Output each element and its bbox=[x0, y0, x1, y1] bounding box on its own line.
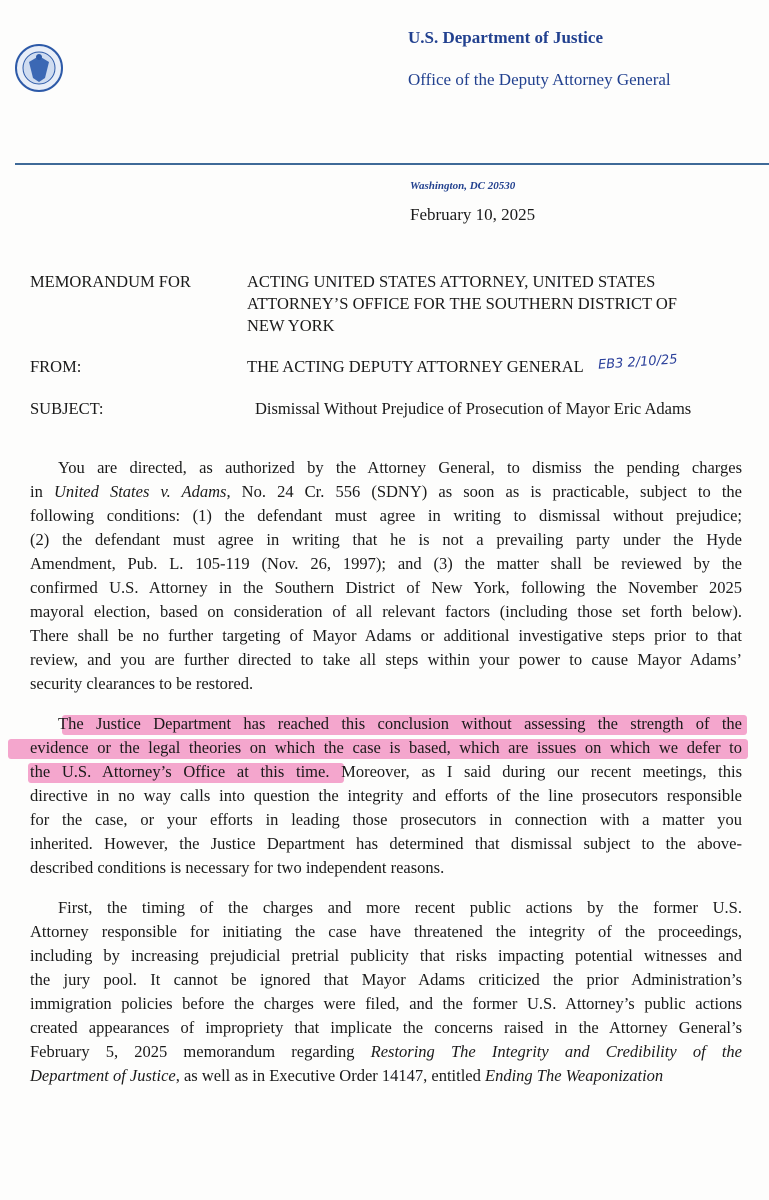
paragraph-1-line bbox=[30, 506, 742, 526]
text-segment: Attorney responsible for initiating the case have threatened the integrity of the proceedings, bbox=[30, 922, 742, 941]
text-segment: directive in no way calls into question the integrity and efforts of the line prosecutors responsible bbox=[30, 786, 742, 805]
office-name: Office of the Deputy Attorney General bbox=[408, 70, 671, 89]
letterhead-divider bbox=[15, 163, 769, 165]
text-segment: for the case, or your efforts in leading those prosecutors in connection with a matter you bbox=[30, 810, 742, 829]
paragraph-2-line bbox=[30, 762, 742, 782]
text-segment: inherited. However, the Justice Department has determined that dismissal subject to the above- bbox=[30, 834, 742, 853]
text-segment: security clearances to be restored. bbox=[30, 674, 254, 693]
text-segment: the U.S. Attorney’s Office at this time. Moreover, as I said during our recent meetings, this bbox=[30, 762, 742, 781]
text-segment: (2) the defendant must agree in writing that he is not a prevailing party under the Hyde bbox=[30, 530, 742, 549]
text-segment: the jury pool. It cannot be ignored that Mayor Adams criticized the prior Administration’s bbox=[30, 970, 742, 989]
text-segment: There shall be no further targeting of Mayor Adams or additional investigative steps prior to that bbox=[30, 626, 742, 645]
text-segment: described conditions is necessary for two independent reasons. bbox=[30, 858, 445, 877]
recipient-line: NEW YORK bbox=[247, 316, 335, 335]
text-segment: following conditions: (1) the defendant must agree in writing to dismissal without prejudice; bbox=[30, 506, 742, 525]
paragraph-2-line bbox=[30, 834, 742, 854]
paragraph-3-line bbox=[30, 922, 742, 942]
text-segment: confirmed U.S. Attorney in the Southern District of New York, following the November 2025 bbox=[30, 578, 742, 597]
paragraph-3-line bbox=[30, 994, 742, 1014]
text-segment: First, the timing of the charges and more recent public actions by the former U.S. bbox=[58, 898, 742, 917]
paragraph-2-line bbox=[30, 738, 742, 758]
paragraph-1-line bbox=[30, 530, 742, 550]
text-segment: , No. 24 Cr. 556 (SDNY) as soon as is practicable, subject to the bbox=[226, 482, 742, 501]
city-address: Washington, DC 20530 bbox=[410, 180, 516, 192]
text-segment: You are directed, as authorized by the Attorney General, to dismiss the pending charges bbox=[58, 458, 742, 477]
recipient-line: ATTORNEY’S OFFICE FOR THE SOUTHERN DISTRICT OF bbox=[247, 294, 677, 313]
paragraph-2-line bbox=[58, 714, 742, 734]
italic-text: Restoring The Integrity and Credibility of the bbox=[370, 1042, 742, 1061]
paragraph-1-line bbox=[30, 650, 742, 670]
italic-text: Department of Justice bbox=[30, 1066, 176, 1085]
paragraph-1-line bbox=[30, 554, 742, 574]
italic-text: Ending The Weaponization bbox=[485, 1066, 664, 1085]
text-segment: including by increasing prejudicial pretrial publicity that risks impacting potential witnesses and bbox=[30, 946, 742, 965]
paragraph-3-line bbox=[30, 1042, 742, 1062]
text-segment: The Justice Department has reached this conclusion without assessing the strength of the bbox=[58, 714, 742, 733]
paragraph-3-line bbox=[30, 970, 742, 990]
doj-seal-logo bbox=[14, 32, 64, 104]
from-value: THE ACTING DEPUTY ATTORNEY GENERAL bbox=[247, 357, 584, 376]
text-segment: February 5, 2025 memorandum regarding bbox=[30, 1042, 371, 1061]
paragraph-3-line bbox=[30, 946, 742, 966]
paragraph-1-line bbox=[30, 578, 742, 598]
subject-label: SUBJECT: bbox=[30, 399, 104, 418]
paragraph-1-line bbox=[30, 482, 742, 502]
text-segment: Amendment, Pub. L. 105-119 (Nov. 26, 1997); and (3) the matter shall be reviewed by the bbox=[30, 554, 742, 573]
memorandum-for-label: MEMORANDUM FOR bbox=[30, 272, 191, 291]
paragraph-1-line bbox=[30, 674, 742, 694]
italic-text: United States v. Adams bbox=[53, 482, 227, 501]
text-segment: , as well as in Executive Order 14147, entitled bbox=[175, 1066, 486, 1085]
from-label: FROM: bbox=[30, 357, 82, 376]
paragraph-2-line bbox=[30, 858, 742, 878]
paragraph-1-line bbox=[30, 602, 742, 622]
paragraph-1-line bbox=[30, 626, 742, 646]
memo-date: February 10, 2025 bbox=[410, 205, 536, 224]
text-segment: mayoral election, based on consideration of all relevant factors (including those set forth below). bbox=[30, 602, 742, 621]
paragraph-3-line bbox=[30, 1066, 742, 1086]
paragraph-1-line bbox=[58, 458, 742, 478]
paragraph-2-line bbox=[30, 786, 742, 806]
text-segment: immigration policies before the charges were filed, and the former U.S. Attorney’s public actions bbox=[30, 994, 742, 1013]
department-name: U.S. Department of Justice bbox=[408, 28, 603, 47]
handwritten-initials: EB3 2/10/25 bbox=[597, 352, 679, 373]
text-segment: in bbox=[30, 482, 54, 501]
paragraph-3-line bbox=[58, 898, 742, 918]
text-segment: evidence or the legal theories on which the case is based, which are issues on which we defer to bbox=[30, 738, 742, 757]
paragraph-3-line bbox=[30, 1018, 742, 1038]
text-segment: review, and you are further directed to take all steps within your power to cause Mayor Adams’ bbox=[30, 650, 742, 669]
text-segment: created appearances of impropriety that implicate the concerns raised in the Attorney General’s bbox=[30, 1018, 742, 1037]
recipient-line: ACTING UNITED STATES ATTORNEY, UNITED STATES bbox=[247, 272, 656, 291]
subject-value: Dismissal Without Prejudice of Prosecution of Mayor Eric Adams bbox=[255, 399, 692, 418]
paragraph-2-line bbox=[30, 810, 742, 830]
